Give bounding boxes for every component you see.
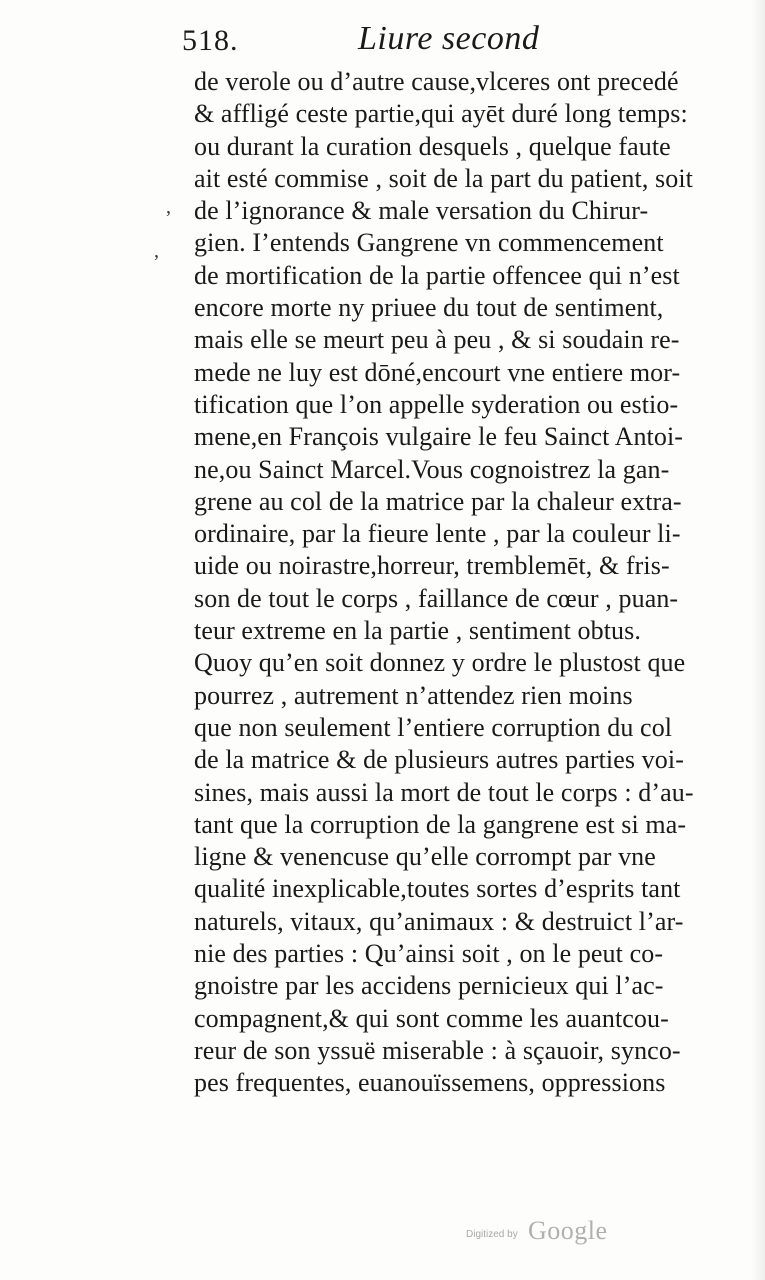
google-logo: Google	[528, 1216, 608, 1245]
text-line: reur de son yssuë miserable : à sçauoir, synco-	[194, 1035, 681, 1065]
text-line: de l’ignorance & male versation du Chirur-	[194, 196, 649, 226]
text-line: grene au col de la matrice par la chaleur extra-	[194, 486, 682, 516]
watermark-prefix: Digitized by	[466, 1229, 518, 1240]
page-number: 518.	[182, 24, 239, 57]
text-line: sines, mais aussi la mort de tout le corps : d’au-	[194, 777, 694, 807]
text-line: & affligé ceste partie,qui ayēt duré long temps:	[194, 99, 688, 129]
text-line: ne,ou Sainct Marcel.Vous cognoistrez la gan-	[194, 454, 670, 484]
text-line: teur extreme en la partie , sentiment obtus.	[194, 616, 641, 646]
page-header	[182, 18, 702, 62]
text-line: que non seulement l’entiere corruption du col	[194, 712, 673, 742]
text-line: mene,en François vulgaire le feu Sainct Antoi-	[194, 422, 684, 452]
text-line: naturels, vitaux, qu’animaux : & destruict l’ar-	[194, 906, 684, 936]
text-line: tant que la corruption de la gangrene est si ma-	[194, 809, 687, 839]
text-line: encore morte ny priuee du tout de sentiment,	[194, 293, 664, 323]
text-line: mais elle se meurt peu à peu , & si soudain re-	[194, 325, 680, 355]
text-line: uide ou noirastre,horreur, tremblemēt, & fris-	[194, 551, 670, 581]
body-text	[194, 66, 714, 1100]
text-line: qualité inexplicable,toutes sortes d’esprits tant	[194, 874, 681, 904]
text-line: pes frequentes, euanouïssemens, oppressions	[194, 1068, 666, 1098]
text-line: mede ne luy est dōné,encourt vne entiere mor-	[194, 357, 681, 387]
text-line: gien. I’entends Gangrene vn commencement	[194, 228, 664, 258]
text-line: tification que l’on appelle syderation ou estio-	[194, 389, 679, 419]
text-line: ait esté commise , soit de la part du patient, soit	[194, 163, 693, 193]
text-line: ordinaire, par la fieure lente , par la couleur li-	[194, 519, 681, 549]
text-line: nie des parties : Qu’ainsi soit , on le peut co-	[194, 939, 664, 969]
text-line: de la matrice & de plusieurs autres parties voi-	[194, 745, 684, 775]
digitized-watermark	[466, 1216, 636, 1256]
margin-mark: ,	[166, 196, 171, 218]
text-line: pourrez , autrement n’attendez rien moins	[194, 680, 633, 710]
text-line: de verole ou d’autre cause,vlceres ont precedé	[194, 67, 679, 96]
margin-mark: ,	[154, 240, 159, 262]
text-line: son de tout le corps , faillance de cœur , puan-	[194, 583, 679, 613]
page-gutter-shadow	[751, 0, 765, 1280]
running-title: Liure second	[358, 20, 540, 57]
text-line: ou durant la curation desquels , quelque faute	[194, 131, 671, 161]
text-line: gnoistre par les accidens pernicieux qui l’ac-	[194, 971, 664, 1001]
text-line: ligne & venencuse qu’elle corrompt par vne	[194, 842, 656, 872]
text-line: compagnent,& qui sont comme les auantcou-	[194, 1003, 669, 1033]
text-line: Quoy qu’en soit donnez y ordre le plustost que	[194, 648, 686, 678]
text-line: de mortification de la partie offencee qui n’est	[194, 260, 680, 290]
